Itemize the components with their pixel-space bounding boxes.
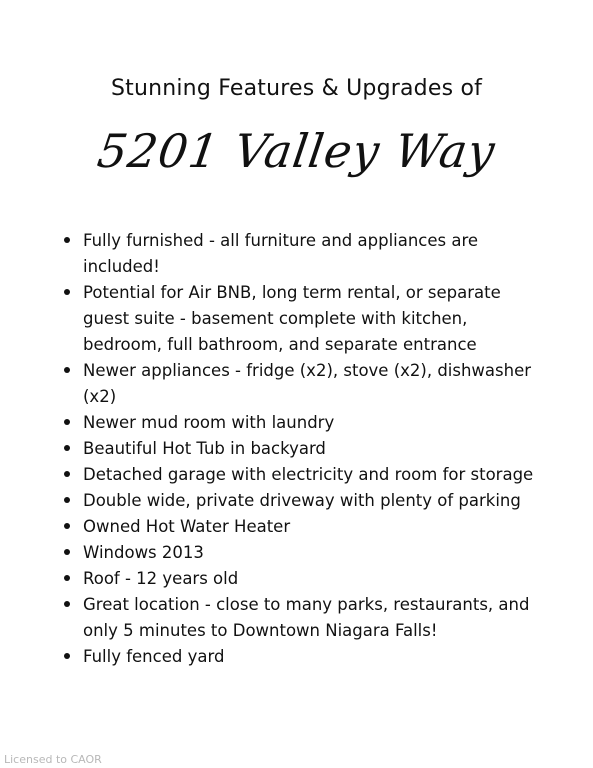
bullet-icon <box>64 549 70 555</box>
feature-item <box>60 644 550 670</box>
bullet-icon <box>64 575 70 581</box>
feature-text: Newer mud room with laundry <box>83 413 335 432</box>
page-heading: Stunning Features & Upgrades of <box>110 76 483 101</box>
feature-text: Detached garage with electricity and room for storage <box>83 465 534 484</box>
feature-item <box>60 280 550 358</box>
feature-text: Roof - 12 years old <box>83 569 239 588</box>
bullet-icon <box>64 445 70 451</box>
bullet-icon <box>64 237 70 243</box>
feature-item <box>60 566 550 592</box>
feature-text: Beautiful Hot Tub in backyard <box>83 439 326 458</box>
feature-text: Double wide, private driveway with plenty of parking <box>83 491 521 510</box>
feature-text: Potential for Air BNB, long term rental, or separate guest suite - basement complete with kitchen, bedroom, full bathroom, and separate entrance <box>83 283 501 354</box>
bullet-icon <box>64 653 70 659</box>
feature-item <box>60 514 550 540</box>
feature-item <box>60 358 550 410</box>
feature-text: Great location - close to many parks, restaurants, and only 5 minutes to Downtown Niagara Falls! <box>83 595 530 640</box>
bullet-icon <box>64 419 70 425</box>
feature-text: Fully furnished - all furniture and appliances are included! <box>83 231 479 276</box>
feature-text: Windows 2013 <box>83 543 204 562</box>
feature-item <box>60 228 550 280</box>
feature-item <box>60 462 550 488</box>
bullet-icon <box>64 471 70 477</box>
feature-item <box>60 436 550 462</box>
bullet-icon <box>64 601 70 607</box>
bullet-icon <box>64 497 70 503</box>
feature-item <box>60 592 550 644</box>
features-list <box>60 228 550 670</box>
feature-text: Fully fenced yard <box>83 647 225 666</box>
feature-item <box>60 410 550 436</box>
feature-item <box>60 540 550 566</box>
bullet-icon <box>64 523 70 529</box>
license-watermark: Licensed to CAOR <box>4 753 102 766</box>
feature-text: Newer appliances - fridge (x2), stove (x2), dishwasher (x2) <box>83 361 532 406</box>
bullet-icon <box>64 289 70 295</box>
feature-text: Owned Hot Water Heater <box>83 517 291 536</box>
property-address: 5201 Valley Way <box>94 124 499 178</box>
bullet-icon <box>64 367 70 373</box>
feature-item <box>60 488 550 514</box>
